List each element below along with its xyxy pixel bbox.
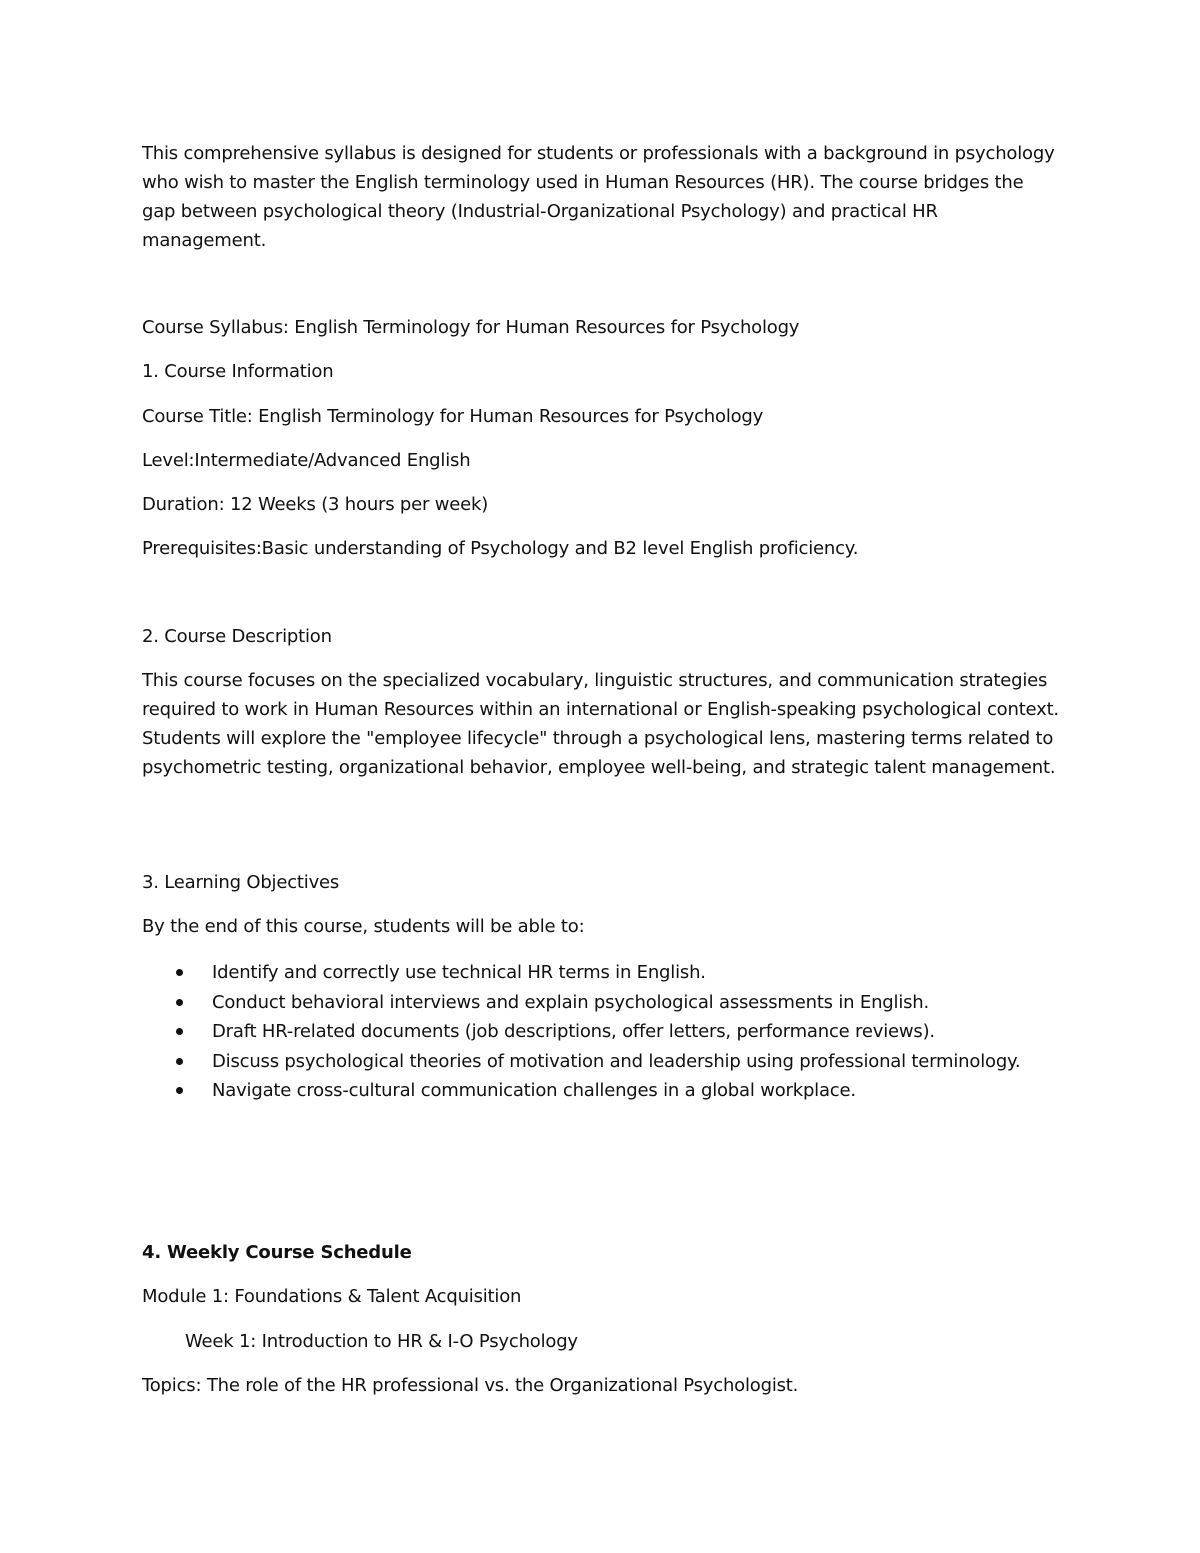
bullet-icon [176, 999, 183, 1006]
list-item: Navigate cross-cultural communication challenges in a global workplace. [142, 1076, 1022, 1106]
week-1-title: Week 1: Introduction to HR & I-O Psychology [185, 1331, 578, 1352]
list-item: Draft HR-related documents (job descriptions, offer letters, performance reviews). [142, 1017, 1022, 1047]
course-description-paragraph: This course focuses on the specialized vocabulary, linguistic structures, and communication strategies required to work in Human Resources within an international or English-speaking psychological context. Students will explore the "employee lifecycle" through a psychological lens, mastering terms related to psychometric testing, organizational behavior, employee well-being, and strategic talent management. [142, 670, 1059, 778]
list-item: Conduct behavioral interviews and explain psychological assessments in English. [142, 988, 1022, 1018]
bullet-icon [176, 1058, 183, 1065]
prerequisites-line: Prerequisites:Basic understanding of Psychology and B2 level English proficiency. [142, 538, 859, 559]
bullet-icon [176, 969, 183, 976]
duration-line: Duration: 12 Weeks (3 hours per week) [142, 494, 489, 515]
section-3-heading: 3. Learning Objectives [142, 872, 340, 893]
section-2-heading: 2. Course Description [142, 626, 332, 647]
module-1-title: Module 1: Foundations & Talent Acquisition [142, 1286, 522, 1307]
section-1-heading: 1. Course Information [142, 361, 334, 382]
course-title-line: Course Title: English Terminology for Human Resources for Psychology [142, 406, 764, 427]
section-4-heading: 4. Weekly Course Schedule [142, 1242, 412, 1263]
objectives-lead: By the end of this course, students will be able to: [142, 916, 585, 937]
bullet-icon [176, 1087, 183, 1094]
objectives-list [142, 958, 1022, 1106]
bullet-icon [176, 1028, 183, 1035]
syllabus-title: Course Syllabus: English Terminology for Human Resources for Psychology [142, 317, 800, 338]
list-item: Discuss psychological theories of motivation and leadership using professional terminology. [142, 1047, 1022, 1077]
week-1-topics: Topics: The role of the HR professional vs. the Organizational Psychologist. [142, 1375, 799, 1396]
level-line: Level:Intermediate/Advanced English [142, 450, 471, 471]
intro-paragraph: This comprehensive syllabus is designed for students or professionals with a background in psychology who wish to master the English terminology used in Human Resources (HR). The course bridges the gap between psychological theory (Industrial-Organizational Psychology) and practical HR management. [142, 143, 1055, 251]
list-item: Identify and correctly use technical HR terms in English. [142, 958, 1022, 988]
